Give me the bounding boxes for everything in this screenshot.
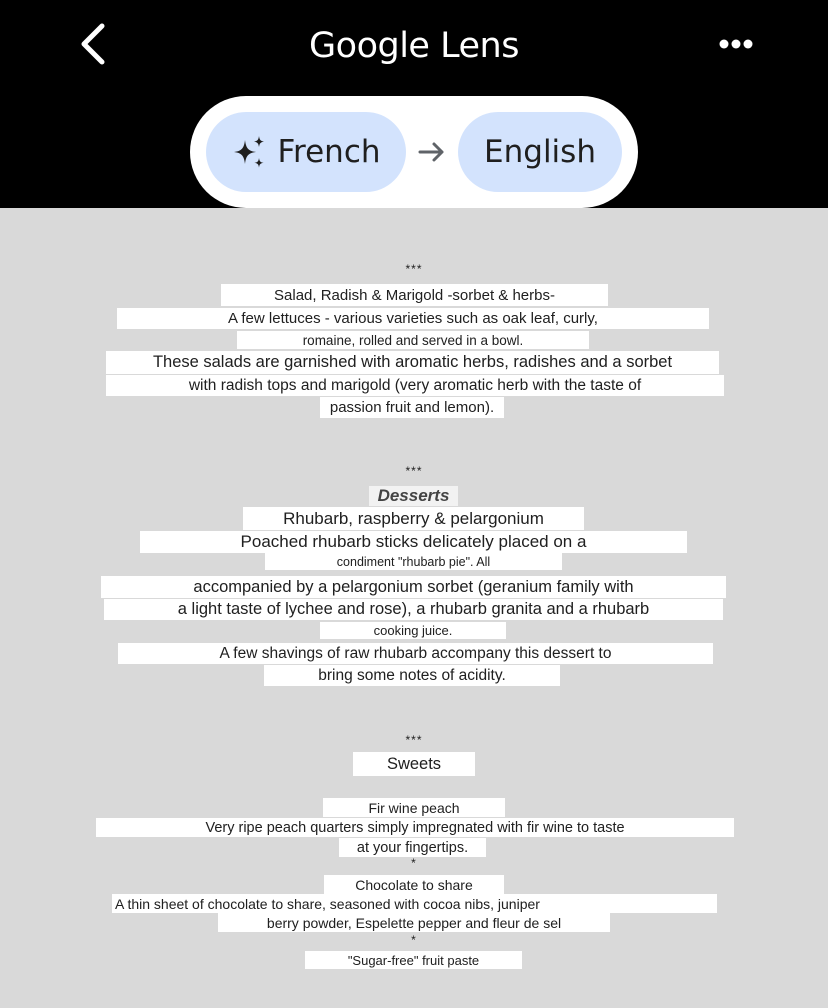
menu-text-line: accompanied by a pelargonium sorbet (geranium family with [101, 576, 726, 598]
menu-text-line: berry powder, Espelette pepper and fleur de sel [218, 913, 610, 932]
separator: * [411, 933, 417, 947]
target-language-button[interactable] [458, 112, 622, 192]
section-heading-sweets: Sweets [353, 752, 475, 776]
app-header [0, 0, 828, 208]
menu-item-title: Chocolate to share [324, 875, 504, 894]
separator: *** [405, 733, 423, 747]
source-language-label: French [277, 134, 381, 170]
target-language-label: English [484, 134, 596, 170]
menu-text-line: with radish tops and marigold (very aromatic herb with the taste of [106, 375, 724, 396]
menu-text-line: a light taste of lychee and rose), a rhubarb granita and a rhubarb [104, 599, 723, 620]
source-language-button[interactable] [206, 112, 406, 192]
menu-item-title: Salad, Radish & Marigold -sorbet & herbs- [221, 284, 608, 306]
menu-text-line: Poached rhubarb sticks delicately placed on a [140, 531, 687, 553]
menu-text-line: bring some notes of acidity. [264, 665, 560, 686]
menu-text-line: Very ripe peach quarters simply impregnated with fir wine to taste [96, 818, 734, 837]
menu-item-title: Fir wine peach [323, 798, 505, 817]
more-horizontal-icon [712, 26, 760, 62]
language-selector [190, 96, 638, 208]
sparkle-icon [231, 134, 267, 170]
menu-text-line: A few shavings of raw rhubarb accompany this dessert to [118, 643, 713, 664]
arrow-right-icon [416, 136, 448, 168]
section-heading-desserts: Desserts [369, 486, 458, 506]
menu-item-title: Rhubarb, raspberry & pelargonium [243, 507, 584, 530]
menu-text-line: condiment "rhubarb pie". All [265, 553, 562, 570]
menu-item-title: "Sugar-free" fruit paste [305, 951, 522, 969]
menu-text-line: cooking juice. [320, 622, 506, 639]
app-title: Google Lens [309, 26, 519, 66]
separator: *** [405, 464, 423, 478]
separator: * [411, 856, 417, 870]
more-options-button[interactable] [712, 26, 760, 62]
separator: *** [405, 262, 423, 276]
menu-text-line: passion fruit and lemon). [320, 397, 504, 418]
menu-text-line: A thin sheet of chocolate to share, seasoned with cocoa nibs, juniper [112, 894, 717, 913]
menu-text-line: at your fingertips. [339, 838, 486, 857]
menu-text-line: These salads are garnished with aromatic herbs, radishes and a sorbet [106, 351, 719, 374]
menu-text-line: romaine, rolled and served in a bowl. [237, 331, 589, 349]
menu-text-line: A few lettuces - various varieties such as oak leaf, curly, [117, 308, 709, 329]
